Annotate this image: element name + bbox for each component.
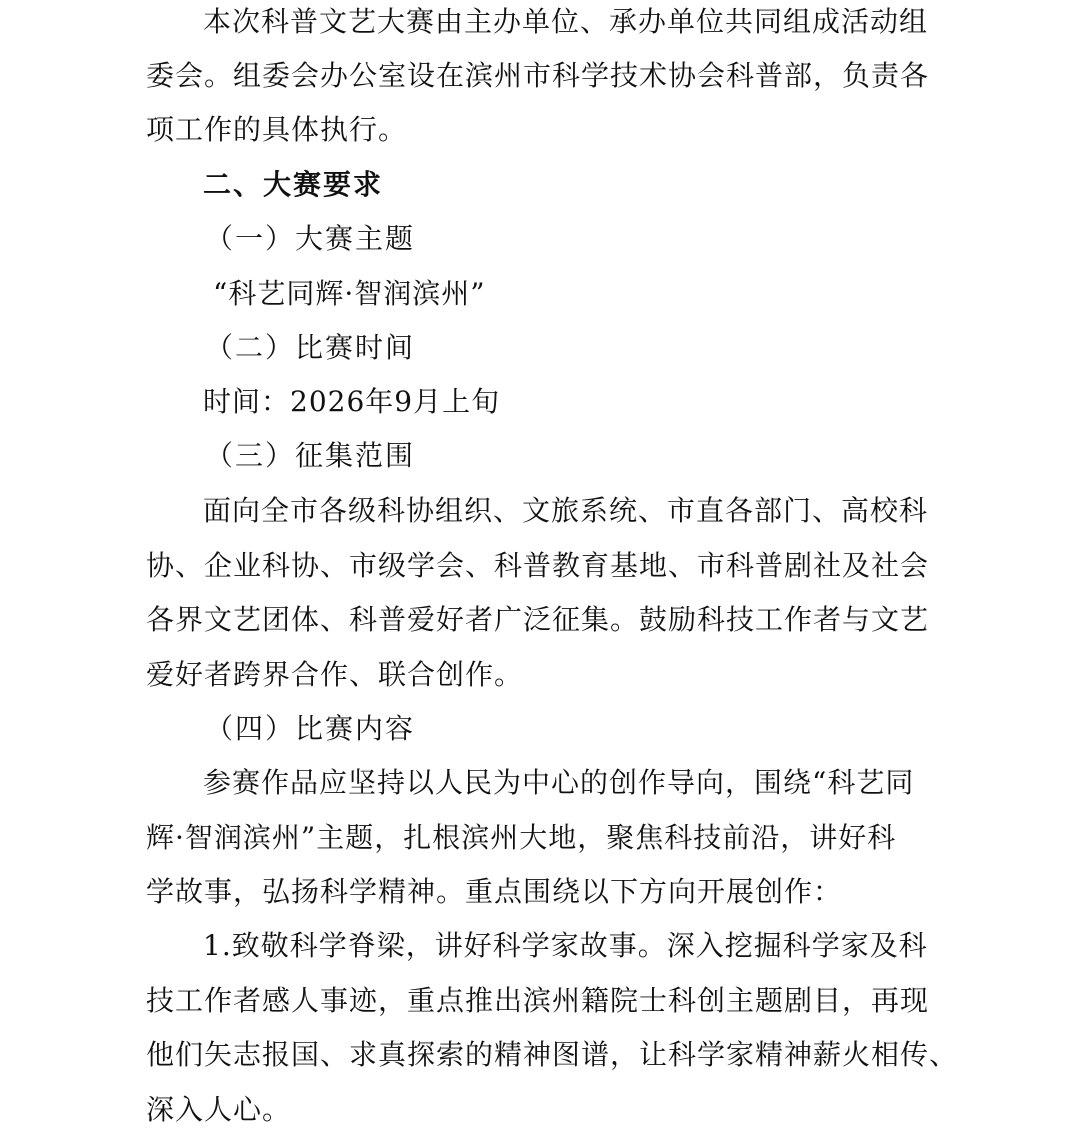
paragraph-line: 各界文艺团体、科普爱好者广泛征集。鼓励科技工作者与文艺 — [146, 603, 930, 636]
paragraph-line: 面向全市各级科协组织、文旅系统、市直各部门、高校科 — [203, 494, 929, 527]
subsection-title: （四）比赛内容 — [205, 712, 416, 745]
theme-text: “科艺同辉·智润滨州” — [213, 277, 486, 310]
section-heading: 二、大赛要求 — [203, 168, 384, 201]
subsection-title: （一）大赛主题 — [205, 222, 416, 255]
paragraph-line: 协、企业科协、市级学会、科普教育基地、市科普剧社及社会 — [146, 549, 930, 582]
list-item-line: 技工作者感人事迹，重点推出滨州籍院士科创主题剧目，再现 — [146, 984, 930, 1017]
paragraph-line: 爱好者跨界合作、联合创作。 — [146, 658, 524, 691]
list-item-line: 1.致敬科学脊梁，讲好科学家故事。深入挖掘科学家及科 — [203, 929, 928, 962]
time-text: 时间：2026年9月上旬 — [203, 385, 501, 418]
paragraph-line: 委会。组委会办公室设在滨州市科学技术协会科普部，负责各 — [146, 59, 930, 92]
subsection-title: （二）比赛时间 — [205, 331, 416, 364]
paragraph-line: 参赛作品应坚持以人民为中心的创作导向，围绕“科艺同 — [203, 766, 915, 799]
subsection-title: （三）征集范围 — [205, 439, 416, 472]
paragraph-line: 项工作的具体执行。 — [146, 113, 408, 146]
paragraph-line: 本次科普文艺大赛由主办单位、承办单位共同组成活动组 — [203, 5, 929, 38]
paragraph-line: 学故事，弘扬科学精神。重点围绕以下方向开展创作： — [146, 875, 843, 908]
paragraph-line: 辉·智润滨州”主题，扎根滨州大地，聚焦科技前沿，讲好科 — [146, 821, 897, 854]
list-item-line: 深入人心。 — [146, 1093, 292, 1126]
list-item-line: 他们矢志报国、求真探索的精神图谱，让科学家精神薪火相传、 — [146, 1038, 959, 1071]
